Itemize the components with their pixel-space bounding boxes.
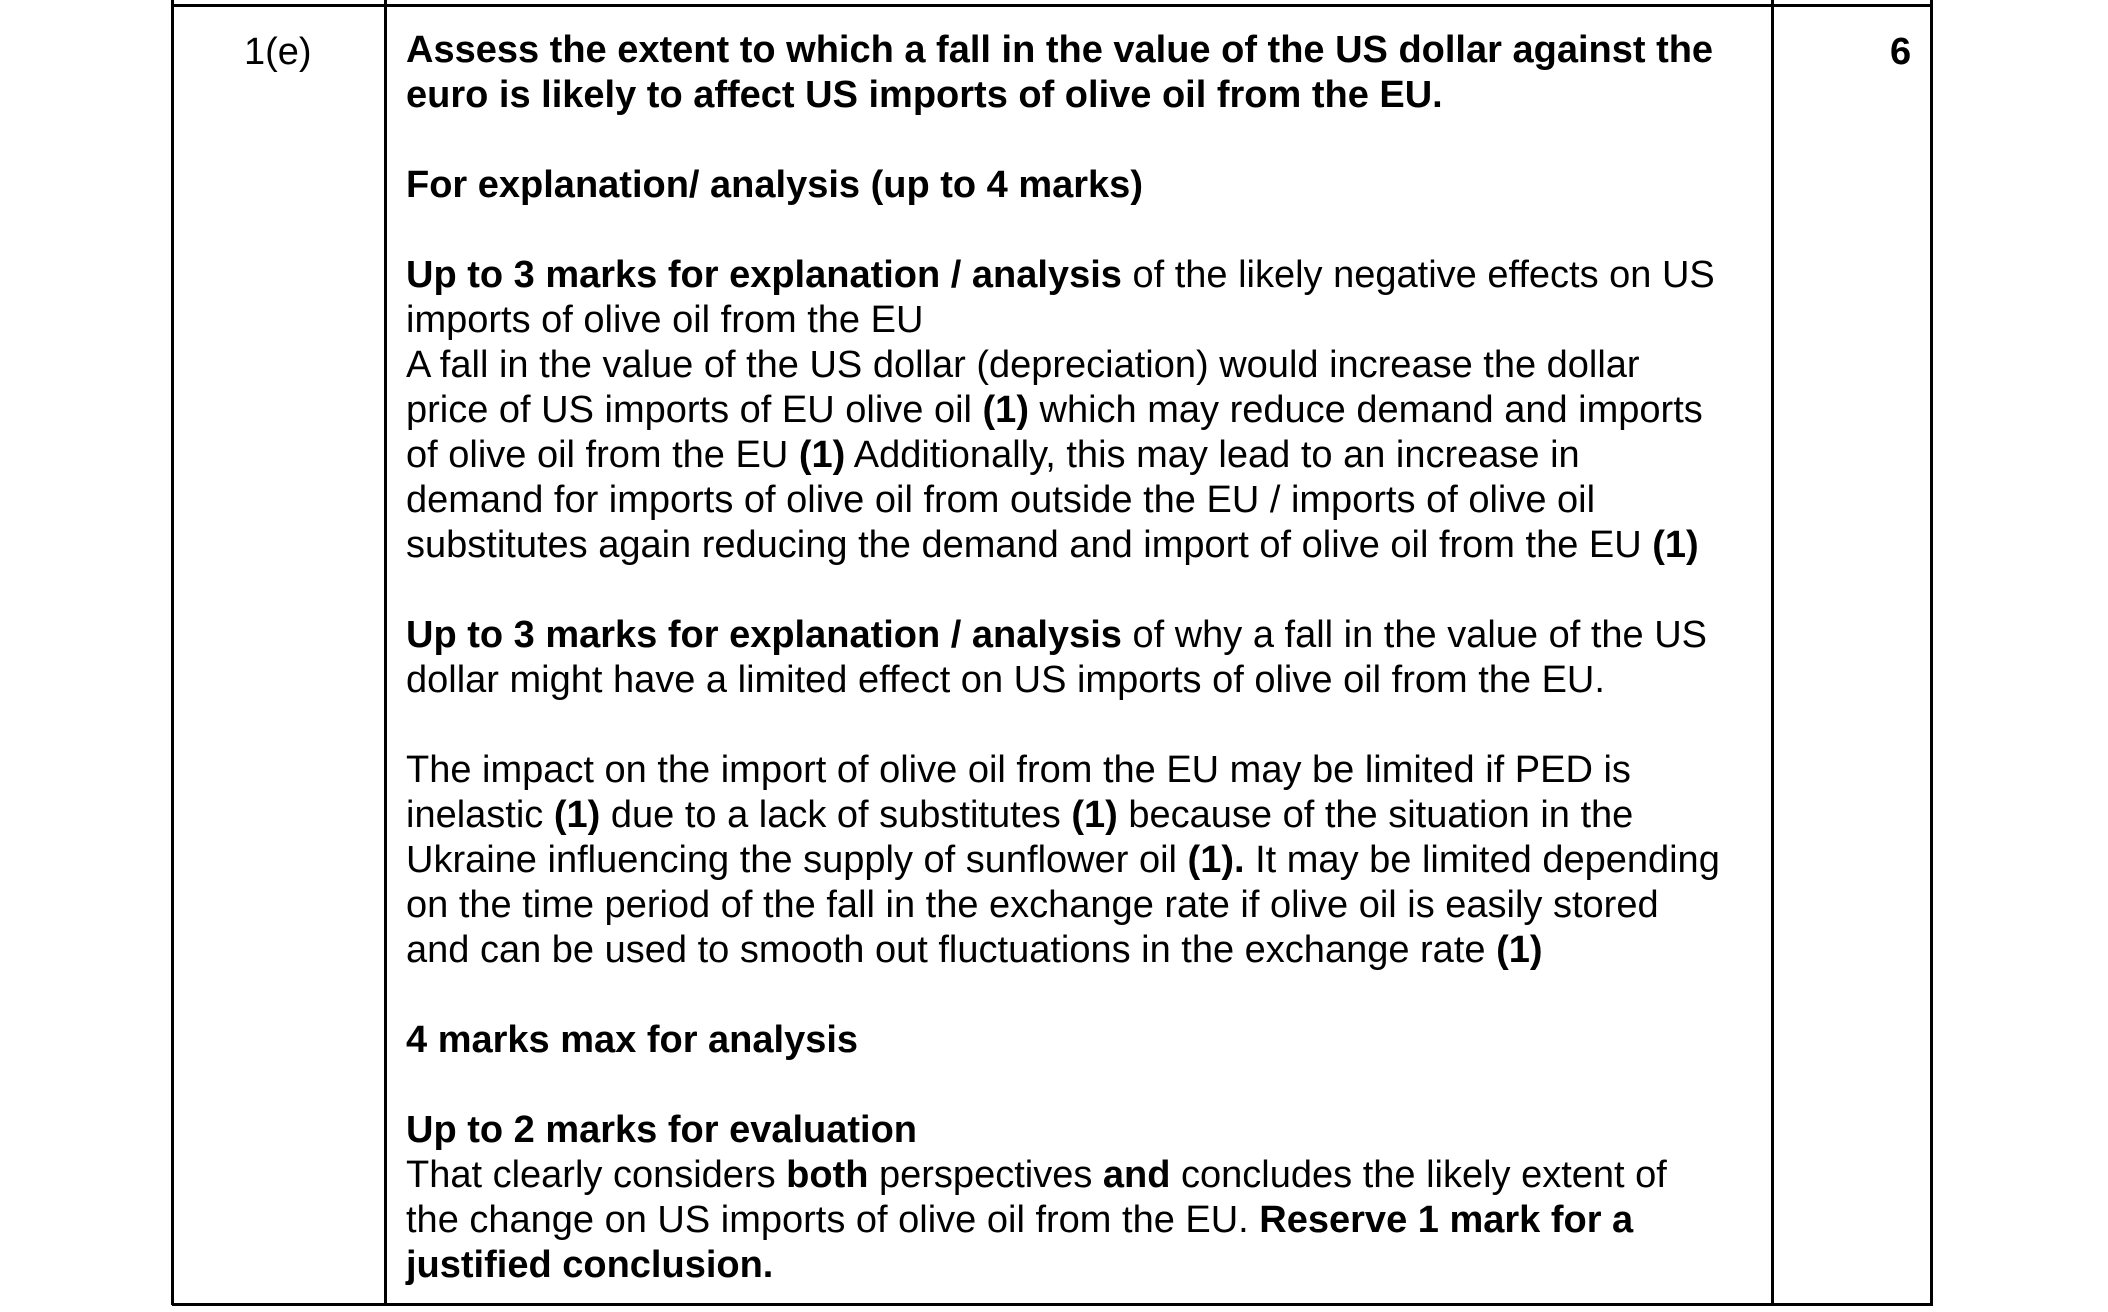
limited-line-d: on the time period of the fall in the exchange rate if olive oil is easily stored [406, 884, 1659, 926]
explanation-heading: For explanation/ analysis (up to 4 marks) [406, 164, 1143, 206]
limited-line-b-end: because of the situation in the [1117, 794, 1634, 836]
prompt-line-2: euro is likely to affect US imports of olive oil from the EU. [406, 74, 1443, 116]
limited-heading-bold: Up to 3 marks for explanation / analysis [406, 614, 1122, 656]
table-border-top [172, 4, 1933, 7]
evaluation-heading: Up to 2 marks for evaluation [406, 1109, 918, 1151]
mark-indicator: (1) [982, 389, 1029, 431]
limited-line-b: inelastic [406, 794, 554, 836]
limited-heading-rest: of why a fall in the value of the US [1121, 614, 1708, 656]
table-border-right [1930, 0, 1933, 1305]
negative-line-c: of olive oil from the EU [406, 434, 799, 476]
limited-line-c-end: It may be limited depending [1244, 839, 1720, 881]
column-divider-question [384, 0, 387, 1305]
mark-indicator: (1). [1187, 839, 1245, 881]
limited-effect-heading [406, 613, 1756, 703]
negative-line-b-rest: which may reduce demand and imports [1028, 389, 1703, 431]
mark-indicator: (1) [798, 434, 846, 476]
limited-line-c: Ukraine influencing the supply of sunflower oil [406, 839, 1188, 881]
negative-heading-bold: Up to 3 marks for explanation / analysis [406, 254, 1122, 296]
limited-line-b-mid: due to a lack of substitutes [600, 794, 1072, 836]
column-divider-marks [1771, 0, 1774, 1305]
reserve-mark-note: Reserve 1 mark for a [1259, 1199, 1634, 1241]
evaluation-line-a-mid: perspectives [868, 1154, 1103, 1196]
negative-line-c-rest: Additionally, this may lead to an increase in [845, 434, 1580, 476]
limited-line-a: The impact on the import of olive oil from the EU may be limited if PED is [406, 749, 1631, 791]
table-border-left [171, 0, 174, 1305]
evaluation-line-a-end: concludes the likely extent of [1170, 1154, 1667, 1196]
prompt-line-1: Assess the extent to which a fall in the value of the US dollar against the [406, 29, 1714, 71]
negative-line-b: price of US imports of EU olive oil [406, 389, 983, 431]
question-number: 1(e) [244, 31, 312, 73]
mark-indicator: (1) [1071, 794, 1118, 836]
limited-effect-block [406, 748, 1756, 973]
negative-line-a: A fall in the value of the US dollar (depreciation) would increase the dollar [406, 344, 1640, 386]
answer-guidance [406, 28, 1756, 1288]
negative-effects-block [406, 253, 1756, 568]
mark-indicator: (1) [553, 794, 601, 836]
emphasis-both: both [786, 1154, 869, 1196]
evaluation-block [406, 1108, 1756, 1288]
limited-line-e: and can be used to smooth out fluctuations in the exchange rate [406, 929, 1497, 971]
justified-conclusion-note: justified conclusion. [406, 1244, 774, 1286]
analysis-max-note: 4 marks max for analysis [406, 1019, 859, 1061]
negative-heading-rest: of the likely negative effects on US [1121, 254, 1715, 296]
evaluation-line-a: That clearly considers [406, 1154, 787, 1196]
emphasis-and: and [1102, 1154, 1171, 1196]
limited-heading-line-2: dollar might have a limited effect on US imports of olive oil from the EU. [406, 659, 1605, 701]
negative-heading-line-2: imports of olive oil from the EU [406, 299, 924, 341]
negative-line-e: substitutes again reducing the demand and import of olive oil from the EU [406, 524, 1653, 566]
mark-indicator: (1) [1652, 524, 1699, 566]
question-prompt [406, 28, 1756, 118]
question-marks: 6 [1890, 31, 1912, 73]
table-border-bottom [172, 1303, 1933, 1306]
evaluation-line-b: the change on US imports of olive oil from the EU. [406, 1199, 1260, 1241]
negative-line-d: demand for imports of olive oil from outside the EU / imports of olive oil [406, 479, 1596, 521]
mark-indicator: (1) [1496, 929, 1543, 971]
